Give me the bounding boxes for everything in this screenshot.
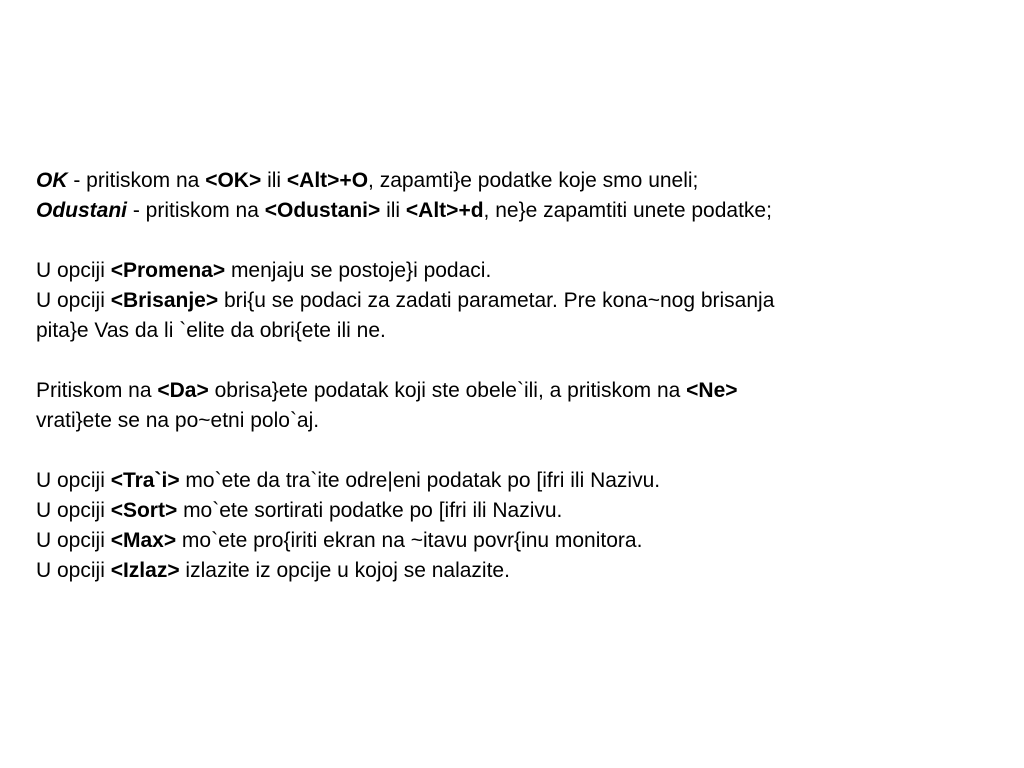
spacer: [36, 436, 996, 466]
text-segment: mo`ete da tra`ite odre|eni podatak po [ifri ili Nazivu.: [179, 469, 661, 492]
text-segment: - pritiskom na: [127, 199, 265, 222]
text-segment: obrisa}ete podatak koji ste obele`ili, a pritiskom na: [208, 379, 687, 402]
key-sort: <Sort>: [110, 499, 178, 522]
text-line-trazi: [36, 466, 996, 496]
text-segment: menjaju se postoje}i podaci.: [225, 259, 492, 282]
spacer: [36, 346, 996, 376]
key-da: <Da>: [157, 379, 209, 402]
text-segment: izlazite iz opcije u kojoj se nalazite.: [179, 559, 510, 582]
term-odustani: Odustani: [36, 199, 128, 222]
text-line-odustani: [36, 196, 996, 226]
text-segment: Pritiskom na: [36, 379, 158, 402]
text-line-da-ne: [36, 376, 996, 406]
text-segment: vrati}ete se na po~etni polo`aj.: [36, 409, 320, 432]
text-line-max: [36, 526, 996, 556]
text-segment: - pritiskom na: [67, 169, 206, 192]
key-ne: <Ne>: [686, 379, 738, 402]
spacer: [36, 226, 996, 256]
key-odustani: <Odustani>: [264, 199, 381, 222]
text-segment: U opciji: [36, 289, 111, 312]
text-line-brisanje-cont: [36, 316, 996, 346]
text-segment: , zapamti}e podatke koje smo uneli;: [368, 169, 699, 192]
text-segment: U opciji: [36, 559, 111, 582]
key-max: <Max>: [110, 529, 177, 552]
text-line-ok: [36, 166, 996, 196]
text-line-da-ne-cont: [36, 406, 996, 436]
help-text-block: [36, 166, 996, 586]
text-line-promena: [36, 256, 996, 286]
text-line-sort: [36, 496, 996, 526]
text-segment: U opciji: [36, 499, 111, 522]
text-line-izlaz: [36, 556, 996, 586]
key-brisanje: <Brisanje>: [110, 289, 219, 312]
key-ok: <OK>: [205, 169, 262, 192]
text-segment: mo`ete sortirati podatke po [ifri ili Nazivu.: [177, 499, 563, 522]
text-segment: ili: [261, 169, 287, 192]
text-segment: , ne}e zapamtiti unete podatke;: [483, 199, 772, 222]
key-alt-o: <Alt>+O: [286, 169, 369, 192]
text-segment: ili: [380, 199, 406, 222]
text-segment: mo`ete pro{iriti ekran na ~itavu povr{inu monitora.: [176, 529, 643, 552]
text-segment: U opciji: [36, 529, 111, 552]
text-segment: U opciji: [36, 259, 111, 282]
key-promena: <Promena>: [110, 259, 226, 282]
term-ok: OK: [36, 169, 68, 192]
key-trazi: <Tra`i>: [110, 469, 180, 492]
key-izlaz: <Izlaz>: [110, 559, 180, 582]
text-segment: bri{u se podaci za zadati parametar. Pre kona~nog brisanja: [218, 289, 775, 312]
text-segment: U opciji: [36, 469, 111, 492]
text-segment: pita}e Vas da li `elite da obri{ete ili ne.: [36, 319, 386, 342]
key-alt-d: <Alt>+d: [405, 199, 484, 222]
text-line-brisanje: [36, 286, 996, 316]
